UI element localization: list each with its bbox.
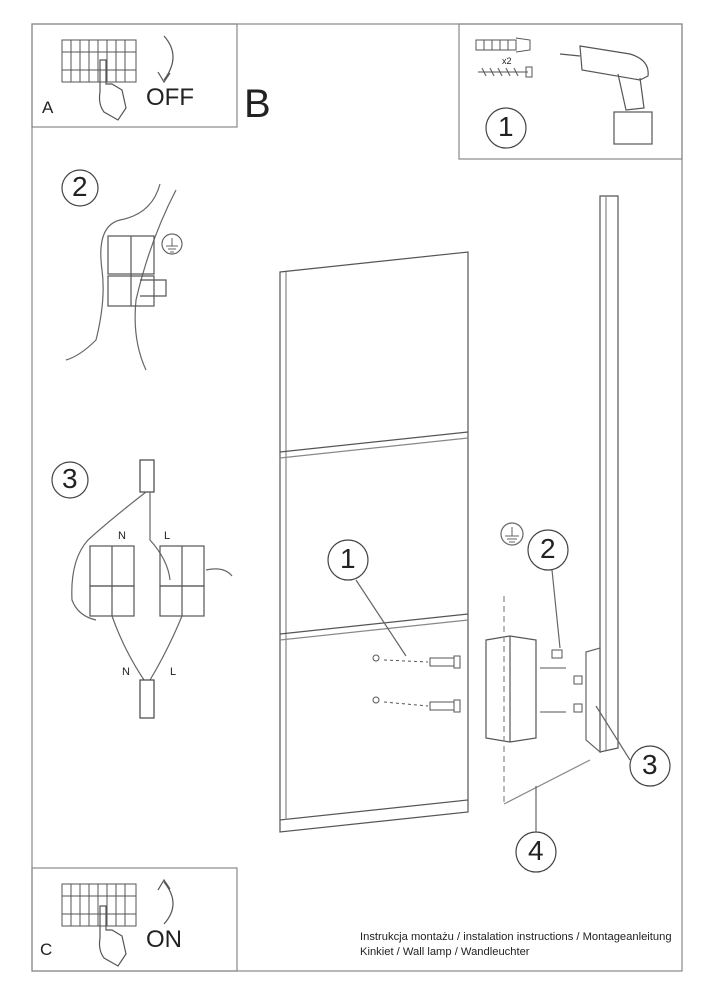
- callout-4-number: 4: [528, 835, 544, 866]
- panel-b-letter: B: [244, 82, 271, 126]
- cable-bottom-icon: [140, 680, 154, 718]
- wall-edge-line: [504, 760, 590, 804]
- neutral-label-bottom: N: [122, 666, 130, 678]
- panel-a-box: [32, 24, 237, 127]
- wire-n-top: [72, 492, 146, 620]
- step-2-number: 2: [72, 171, 88, 202]
- footer-line-2: Kinkiet / Wall lamp / Wandleuchter: [360, 946, 530, 958]
- panel-c-letter: C: [40, 940, 53, 959]
- panel-a-letter: A: [42, 98, 54, 117]
- wall-plug-icon: [476, 38, 530, 52]
- wall-panels: [280, 252, 468, 832]
- breaker-panel-c-icon: [62, 884, 136, 926]
- arrow-up-c-icon: [164, 882, 173, 924]
- plug-2-icon: [373, 697, 460, 712]
- footer-text: [360, 930, 678, 960]
- plug-1-icon: [373, 655, 460, 668]
- neutral-label-top: N: [118, 530, 126, 542]
- screw-icon: [478, 67, 532, 77]
- callout-3-number: 3: [642, 749, 658, 780]
- arrow-down-a-icon: [164, 36, 173, 80]
- drill-icon: [560, 46, 652, 144]
- outer-frame: [32, 24, 682, 971]
- callout-1-number: 1: [340, 543, 356, 574]
- hand-a-icon: [100, 60, 127, 120]
- mounting-box: [486, 636, 536, 742]
- terminal-l-icon: [160, 546, 232, 616]
- panel-c-state: ON: [146, 926, 182, 953]
- live-label-top: L: [164, 530, 171, 542]
- panel-a-state: OFF: [146, 84, 194, 111]
- callout-2-number: 2: [540, 533, 556, 564]
- tools-step-number: 1: [498, 111, 514, 142]
- wire-2-a: [66, 184, 160, 360]
- breaker-panel-a-icon: [62, 40, 136, 82]
- panel-c-box: [32, 868, 237, 971]
- hand-c-icon: [100, 906, 127, 966]
- quantity-label: x2: [502, 56, 512, 66]
- footer-line-1: Instrukcja montażu / instalation instructions / Montageanleitung: [360, 931, 672, 943]
- cable-top-icon: [140, 460, 154, 492]
- live-label-bottom: L: [170, 666, 177, 678]
- wall-lamp-bar: [586, 196, 618, 752]
- step-3-number: 3: [62, 463, 78, 494]
- screws-box-icon: [540, 650, 582, 712]
- terminal-n-icon: [90, 546, 134, 616]
